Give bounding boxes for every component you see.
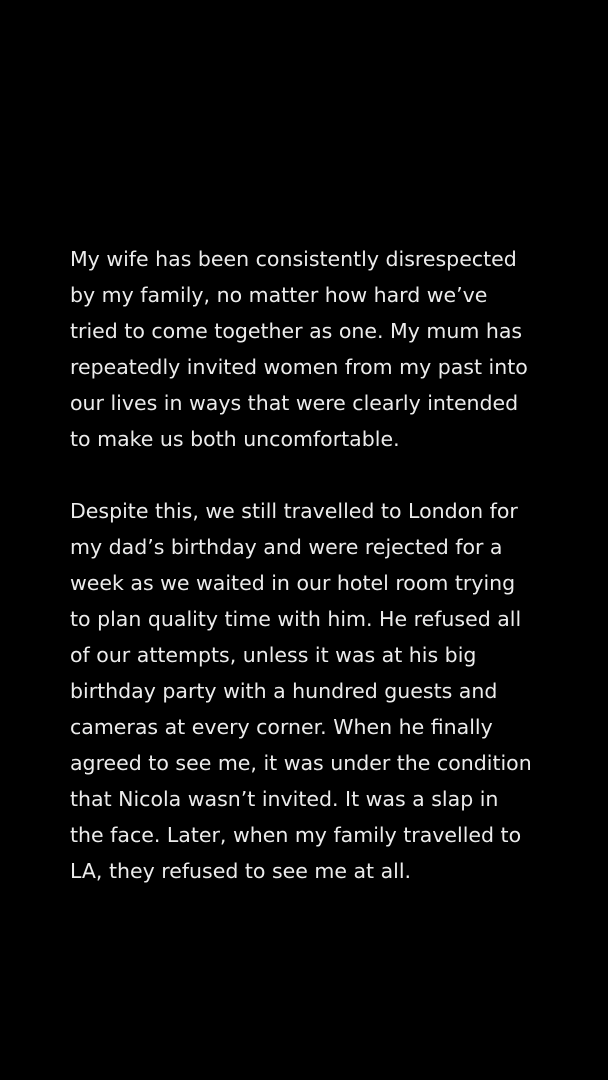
story-text (70, 241, 550, 889)
paragraph-1-line-6: to make us both uncomfortable. (70, 427, 400, 451)
paragraph-2-line-5: of our attempts, unless it was at his big (70, 643, 477, 667)
paragraph-1 (70, 241, 550, 457)
paragraph-2-line-6: birthday party with a hundred guests and (70, 679, 498, 703)
paragraph-2-line-8: agreed to see me, it was under the condition (70, 751, 532, 775)
paragraph-1-line-1: My wife has been consistently disrespected (70, 247, 517, 271)
paragraph-1-line-3: tried to come together as one. My mum has (70, 319, 523, 343)
paragraph-2-line-2: my dad’s birthday and were rejected for a (70, 535, 503, 559)
paragraph-1-line-2: by my family, no matter how hard we’ve (70, 283, 488, 307)
paragraph-spacer (70, 457, 550, 493)
paragraph-1-line-5: our lives in ways that were clearly intended (70, 391, 519, 415)
paragraph-2-line-10: the face. Later, when my family travelled to (70, 823, 522, 847)
paragraph-2-line-11: LA, they refused to see me at all. (70, 859, 412, 883)
paragraph-2-line-4: to plan quality time with him. He refused all (70, 607, 522, 631)
paragraph-2-line-1: Despite this, we still travelled to London for (70, 499, 518, 523)
paragraph-2 (70, 493, 550, 889)
paragraph-2-line-7: cameras at every corner. When he finally (70, 715, 493, 739)
paragraph-2-line-3: week as we waited in our hotel room trying (70, 571, 516, 595)
paragraph-1-line-4: repeatedly invited women from my past into (70, 355, 528, 379)
paragraph-2-line-9: that Nicola wasn’t invited. It was a slap in (70, 787, 499, 811)
